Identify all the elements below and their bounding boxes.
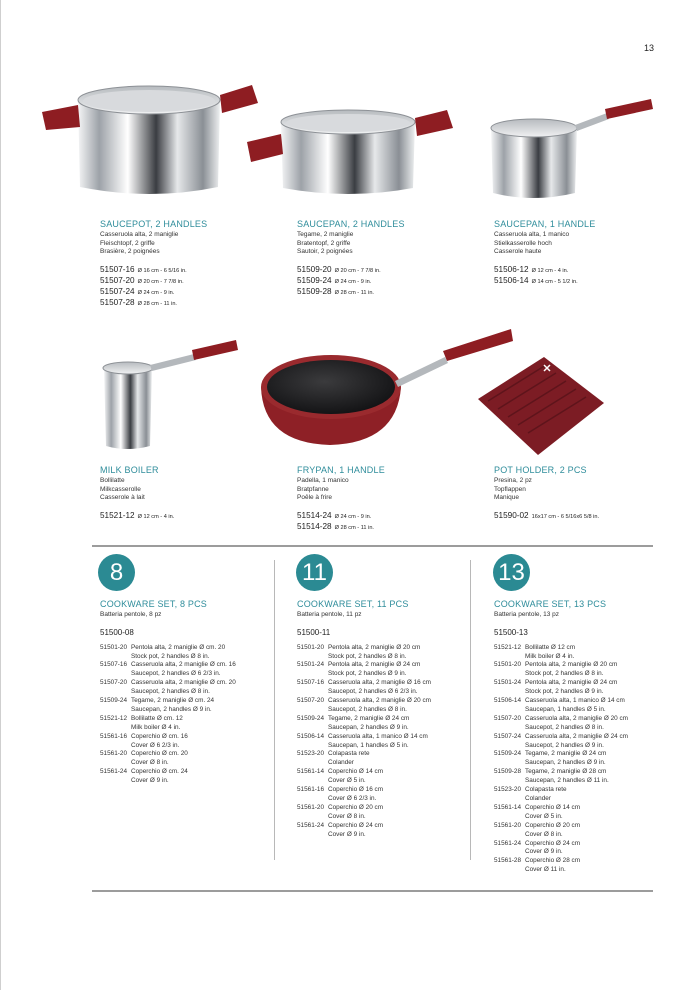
set-item: 51509-24 Tegame, 2 maniglie Ø 24 cm — [297, 714, 410, 722]
set-item: 51501-20 Pentola alta, 2 maniglie Ø 20 cm — [297, 643, 421, 651]
set-item: 51561-14 Coperchio Ø 14 cm — [494, 803, 581, 811]
set-item: 51506-14 Casseruola alta, 1 manico Ø 14 cm — [494, 697, 625, 705]
product-code-row: 51506-14 Ø 14 cm - 5 1/2 in. — [494, 275, 578, 285]
set-item: 51507-20 Casseruola alta, 2 maniglie Ø 20 cm — [297, 697, 432, 705]
set-item-en: Colander — [525, 795, 551, 802]
set-item: 51501-20 Pentola alta, 2 maniglie Ø cm. 20 — [100, 643, 226, 651]
set-item-en: Saucepan, 1 handles Ø 5 in. — [525, 705, 606, 713]
product-subtitle: Sautoir, 2 poignées — [297, 248, 353, 256]
product-code-row: 51509-20 Ø 20 cm - 7 7/8 in. — [297, 264, 381, 274]
set-item-en: Cover Ø 6 2/3 in. — [131, 741, 180, 749]
set-item-en: Stock pot, 2 handles Ø 8 in. — [131, 652, 210, 660]
product-frypan — [297, 465, 467, 533]
saucepan-2-handles-image — [245, 100, 455, 205]
set-item: 51501-20 Pentola alta, 2 maniglie Ø 20 cm — [494, 661, 618, 669]
set-item-en: Stock pot, 2 handles Ø 9 in. — [525, 688, 604, 696]
set-badge-13: 13 — [493, 554, 530, 591]
set-title: COOKWARE SET, 11 PCS — [297, 599, 409, 609]
product-code-row: 51514-28 Ø 28 cm - 11 in. — [297, 521, 374, 531]
set-item-en: Stock pot, 2 handles Ø 8 in. — [525, 670, 604, 678]
set-item-en: Cover Ø 9 in. — [131, 777, 169, 785]
page-number: 13 — [644, 43, 655, 53]
product-subtitle: Milkcasserolle — [100, 485, 141, 493]
product-subtitle: Topflappen — [494, 485, 526, 493]
product-code-row: 51507-28 Ø 28 cm - 11 in. — [100, 297, 177, 307]
set-item: 51561-20 Coperchio Ø cm. 20 — [100, 750, 188, 758]
set-item: 51501-24 Pentola alta, 2 maniglie Ø 24 cm — [494, 679, 618, 687]
product-code-row: 51506-12 Ø 12 cm - 4 in. — [494, 264, 569, 274]
set-code: 51500-13 — [494, 627, 528, 637]
set-item-en: Cover Ø 8 in. — [525, 830, 563, 838]
cookware-set-13 — [494, 599, 664, 875]
product-subtitle: Bollilatte — [100, 477, 125, 484]
set-item-en: Cover Ø 6 2/3 in. — [328, 795, 377, 802]
product-code-row: 51590-02 16x17 cm - 6 5/16x6 5/8 in. — [494, 510, 600, 520]
product-subtitle: Casserole à lait — [100, 494, 145, 502]
product-subtitle: Casseruola alta, 1 manico — [494, 231, 570, 238]
set-item-en: Milk boiler Ø 4 in. — [525, 652, 575, 660]
set-title: COOKWARE SET, 8 PCS — [100, 599, 207, 609]
set-item: 51523-20 Colapasta rete — [494, 786, 567, 794]
set-subtitle: Batteria pentole, 8 pz — [100, 611, 162, 618]
set-item: 51561-16 Coperchio Ø 16 cm — [297, 786, 384, 794]
set-item-en: Saucepot, 2 handles Ø 6 2/3 in. — [328, 688, 418, 696]
product-subtitle: Brasière, 2 poignées — [100, 248, 160, 256]
product-code-row: 51509-28 Ø 28 cm - 11 in. — [297, 286, 374, 296]
set-item: 51521-12 Bollilatte Ø 12 cm — [494, 643, 576, 651]
product-subtitle: Padella, 1 manico — [297, 477, 349, 484]
set-item: 51507-24 Casseruola alta, 2 maniglie Ø 24 cm — [494, 732, 629, 740]
set-item-en: Saucepan, 2 handles Ø 9 in. — [525, 759, 606, 767]
product-title: MILK BOILER — [100, 465, 159, 475]
product-subtitle: Manique — [494, 494, 519, 502]
product-title: SAUCEPAN, 1 HANDLE — [494, 219, 596, 229]
cookware-set-11 — [297, 599, 467, 840]
set-item-en: Stock pot, 2 handles Ø 9 in. — [328, 670, 407, 678]
column-divider — [470, 560, 471, 860]
set-item-en: Saucepot, 2 handles Ø 6 2/3 in. — [131, 670, 221, 678]
set-item-en: Cover Ø 8 in. — [328, 812, 366, 820]
product-saucepot-2-handles — [100, 219, 270, 309]
set-item-en: Milk boiler Ø 4 in. — [131, 723, 181, 731]
set-item-en: Cover Ø 9 in. — [525, 848, 563, 856]
set-item: 51509-24 Tegame, 2 maniglie Ø cm. 24 — [100, 697, 215, 705]
pot-holder-image — [476, 355, 606, 460]
set-item: 51507-16 Casseruola alta, 2 maniglie Ø 16 cm — [297, 679, 432, 687]
product-code-row: 51507-20 Ø 20 cm - 7 7/8 in. — [100, 275, 184, 285]
set-item-en: Stock pot, 2 handles Ø 8 in. — [328, 652, 407, 660]
page-edge-line — [0, 0, 1, 990]
set-badge-8: 8 — [98, 554, 135, 591]
product-title: FRYPAN, 1 HANDLE — [297, 465, 385, 475]
saucepot-2-handles-image — [40, 75, 260, 205]
product-code-row: 51509-24 Ø 24 cm - 9 in. — [297, 275, 372, 285]
set-item-en: Saucepot, 2 handles Ø 8 in. — [131, 688, 210, 696]
set-item-en: Saucepot, 2 handles Ø 8 in. — [525, 723, 604, 731]
set-code: 51500-11 — [297, 627, 331, 637]
product-code-row: 51514-24 Ø 24 cm - 9 in. — [297, 510, 372, 520]
set-item: 51561-20 Coperchio Ø 20 cm — [494, 821, 581, 829]
cookware-set-8 — [100, 599, 270, 786]
product-saucepan-1-handle — [494, 219, 664, 287]
set-item: 51509-24 Tegame, 2 maniglie Ø 24 cm — [494, 750, 607, 758]
set-item: 51506-14 Casseruola alta, 1 manico Ø 14 cm — [297, 732, 428, 740]
set-item: 51561-16 Coperchio Ø cm. 16 — [100, 732, 188, 740]
column-divider — [274, 560, 275, 860]
product-code-row: 51507-16 Ø 16 cm - 6 5/16 in. — [100, 264, 187, 274]
product-subtitle: Presina, 2 pz — [494, 477, 532, 484]
product-title: POT HOLDER, 2 PCS — [494, 465, 587, 475]
set-item-en: Saucepan, 2 handles Ø 9 in. — [328, 723, 409, 731]
product-subtitle: Casseruola alta, 2 maniglie — [100, 231, 179, 238]
set-subtitle: Batteria pentole, 11 pz — [297, 611, 362, 618]
product-subtitle: Bratentopf, 2 griffe — [297, 239, 351, 247]
product-subtitle: Casserole haute — [494, 248, 542, 256]
milk-boiler-image — [100, 338, 240, 453]
set-item-en: Saucepot, 2 handles Ø 8 in. — [328, 705, 407, 713]
set-code: 51500-08 — [100, 627, 134, 637]
set-item-en: Colander — [328, 759, 354, 767]
set-item-en: Saucepot, 2 handles Ø 9 in. — [525, 741, 604, 749]
set-item: 51507-20 Casseruola alta, 2 maniglie Ø cm. 20 — [100, 679, 236, 687]
product-code-row: 51521-12 Ø 12 cm - 4 in. — [100, 510, 175, 520]
set-item-en: Saucepan, 2 handles Ø 9 in. — [131, 705, 212, 713]
product-title: SAUCEPOT, 2 HANDLES — [100, 219, 208, 229]
set-item: 51561-20 Coperchio Ø 20 cm — [297, 803, 384, 811]
set-item-en: Cover Ø 8 in. — [131, 759, 169, 767]
set-item: 51561-24 Coperchio Ø 24 cm — [297, 821, 384, 829]
set-item: 51561-14 Coperchio Ø 14 cm — [297, 768, 384, 776]
set-item: 51509-28 Tegame, 2 maniglie Ø 28 cm — [494, 768, 607, 776]
product-subtitle: Stielkasserolle hoch — [494, 239, 552, 247]
set-title: COOKWARE SET, 13 PCS — [494, 599, 607, 609]
product-milk-boiler — [100, 465, 270, 522]
set-item-en: Cover Ø 9 in. — [328, 830, 366, 838]
set-item: 51501-24 Pentola alta, 2 maniglie Ø 24 cm — [297, 661, 421, 669]
set-item-en: Saucepan, 2 handles Ø 11 in. — [525, 777, 609, 785]
product-subtitle: Fleischtopf, 2 griffe — [100, 239, 155, 247]
product-subtitle: Tegame, 2 maniglie — [297, 231, 354, 238]
set-item: 51507-20 Casseruola alta, 2 maniglie Ø 20 cm — [494, 714, 629, 722]
set-item-en: Cover Ø 5 in. — [525, 812, 563, 820]
product-title: SAUCEPAN, 2 HANDLES — [297, 219, 405, 229]
set-item: 51561-24 Coperchio Ø 24 cm — [494, 839, 581, 847]
product-subtitle: Poêle à frire — [297, 494, 333, 502]
set-item: 51561-24 Coperchio Ø cm. 24 — [100, 768, 188, 776]
set-item-en: Cover Ø 11 in. — [525, 866, 566, 874]
saucepan-1-handle-image — [485, 95, 660, 205]
set-item-en: Cover Ø 5 in. — [328, 777, 366, 785]
product-code-row: 51507-24 Ø 24 cm - 9 in. — [100, 286, 175, 296]
section-divider-bottom — [92, 890, 653, 892]
set-item: 51521-12 Bollilatte Ø cm. 12 — [100, 714, 183, 722]
set-item: 51561-28 Coperchio Ø 28 cm — [494, 857, 581, 865]
set-item: 51507-16 Casseruola alta, 2 maniglie Ø cm. 16 — [100, 661, 236, 669]
section-divider-top — [92, 545, 653, 547]
product-saucepan-2-handles — [297, 219, 467, 298]
set-item-en: Saucepan, 1 handles Ø 5 in. — [328, 741, 409, 749]
set-subtitle: Batteria pentole, 13 pz — [494, 611, 560, 618]
set-item: 51523-20 Colapasta rete — [297, 750, 370, 758]
set-badge-11: 11 — [296, 554, 333, 591]
product-subtitle: Bratpfanne — [297, 485, 329, 493]
product-pot-holder — [494, 465, 664, 522]
